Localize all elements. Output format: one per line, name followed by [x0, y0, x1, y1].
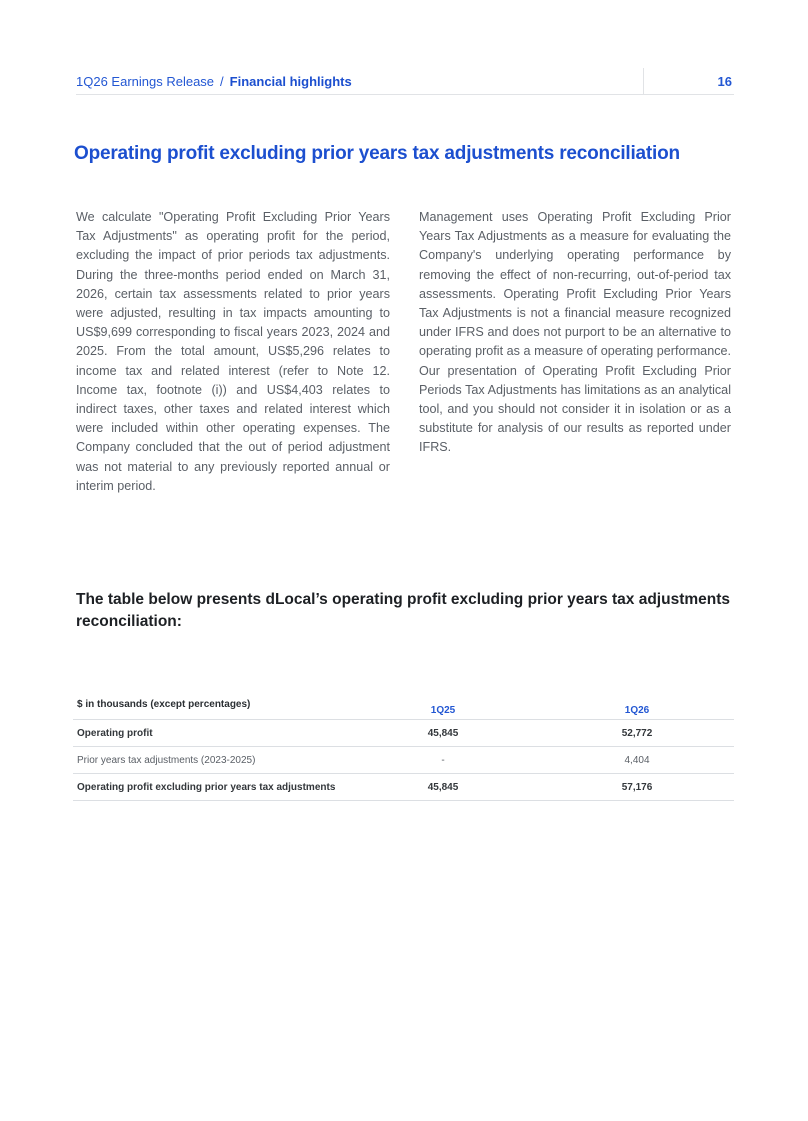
body-paragraph-right: Management uses Operating Profit Excluding Prior Years Tax Adjustments as a measure for evaluating the Company's underlying operating performance by removing the effect of non-recurring, out-of-period tax assessments. Operating Profit Excluding Prior Years Tax Adjustments is not a financial measure recognized under IFRS and does not purport to be an alternative to operating profit as a measure of operating performance. Our presentation of Operating Profit Excluding Prior Periods Tax Adjustments has limitations as an analytical tool, and you should not consider it in isolation or as a substitute for analysis of our results as reported under IFRS.: [419, 210, 731, 455]
breadcrumb-section: Financial highlights: [229, 74, 352, 89]
row-label: Operating profit excluding prior years tax adjustments: [77, 781, 336, 793]
row-label: Prior years tax adjustments (2023-2025): [77, 754, 256, 766]
page-header: [76, 72, 734, 95]
row-value-1q26: 57,176: [621, 781, 653, 793]
reconciliation-table: [73, 694, 734, 801]
header-divider: [643, 68, 644, 95]
table-header-label: $ in thousands (except percentages): [77, 699, 251, 710]
breadcrumb: [76, 74, 352, 89]
table-intro-heading: The table below presents dLocal’s operating profit excluding prior years tax adjustments reconciliation:: [76, 591, 731, 630]
body-paragraph-left: We calculate "Operating Profit Excluding Prior Years Tax Adjustments" as operating profit for the period, excluding the impact of prior periods tax adjustments. During the three-months period ended on March 31, 2026, certain tax assessments related to prior years were adjusted, resulting in tax impacts amounting to US$9,699 corresponding to fiscal years 2023, 2024 and 2025. From the total amount, US$5,296 relates to income tax and related interest (refer to Note 12. Income tax, footnote (i)) and US$4,403 relates to indirect taxes, other taxes and related interest which were included within other operating expenses. The Company concluded that the out of period adjustment was not material to any previously reported annual or interim period.: [76, 210, 390, 493]
table-header-row: [73, 694, 734, 720]
breadcrumb-separator: /: [220, 74, 224, 89]
table-row: [73, 774, 734, 801]
table-header-1q26: 1Q26: [624, 705, 650, 716]
row-value-1q26: 52,772: [621, 727, 653, 739]
table-row: [73, 720, 734, 747]
page-title: Operating profit excluding prior years tax adjustments reconciliation: [74, 143, 680, 164]
breadcrumb-release: 1Q26 Earnings Release: [76, 74, 215, 89]
page-number: 16: [717, 74, 732, 89]
row-value-1q25: 45,845: [427, 727, 459, 739]
row-value-1q25: 45,845: [427, 781, 459, 793]
table-header-1q25: 1Q25: [430, 705, 456, 716]
row-label: Operating profit: [77, 727, 153, 739]
table-row: [73, 747, 734, 774]
row-value-1q25: -: [441, 754, 445, 766]
row-value-1q26: 4,404: [624, 754, 650, 766]
